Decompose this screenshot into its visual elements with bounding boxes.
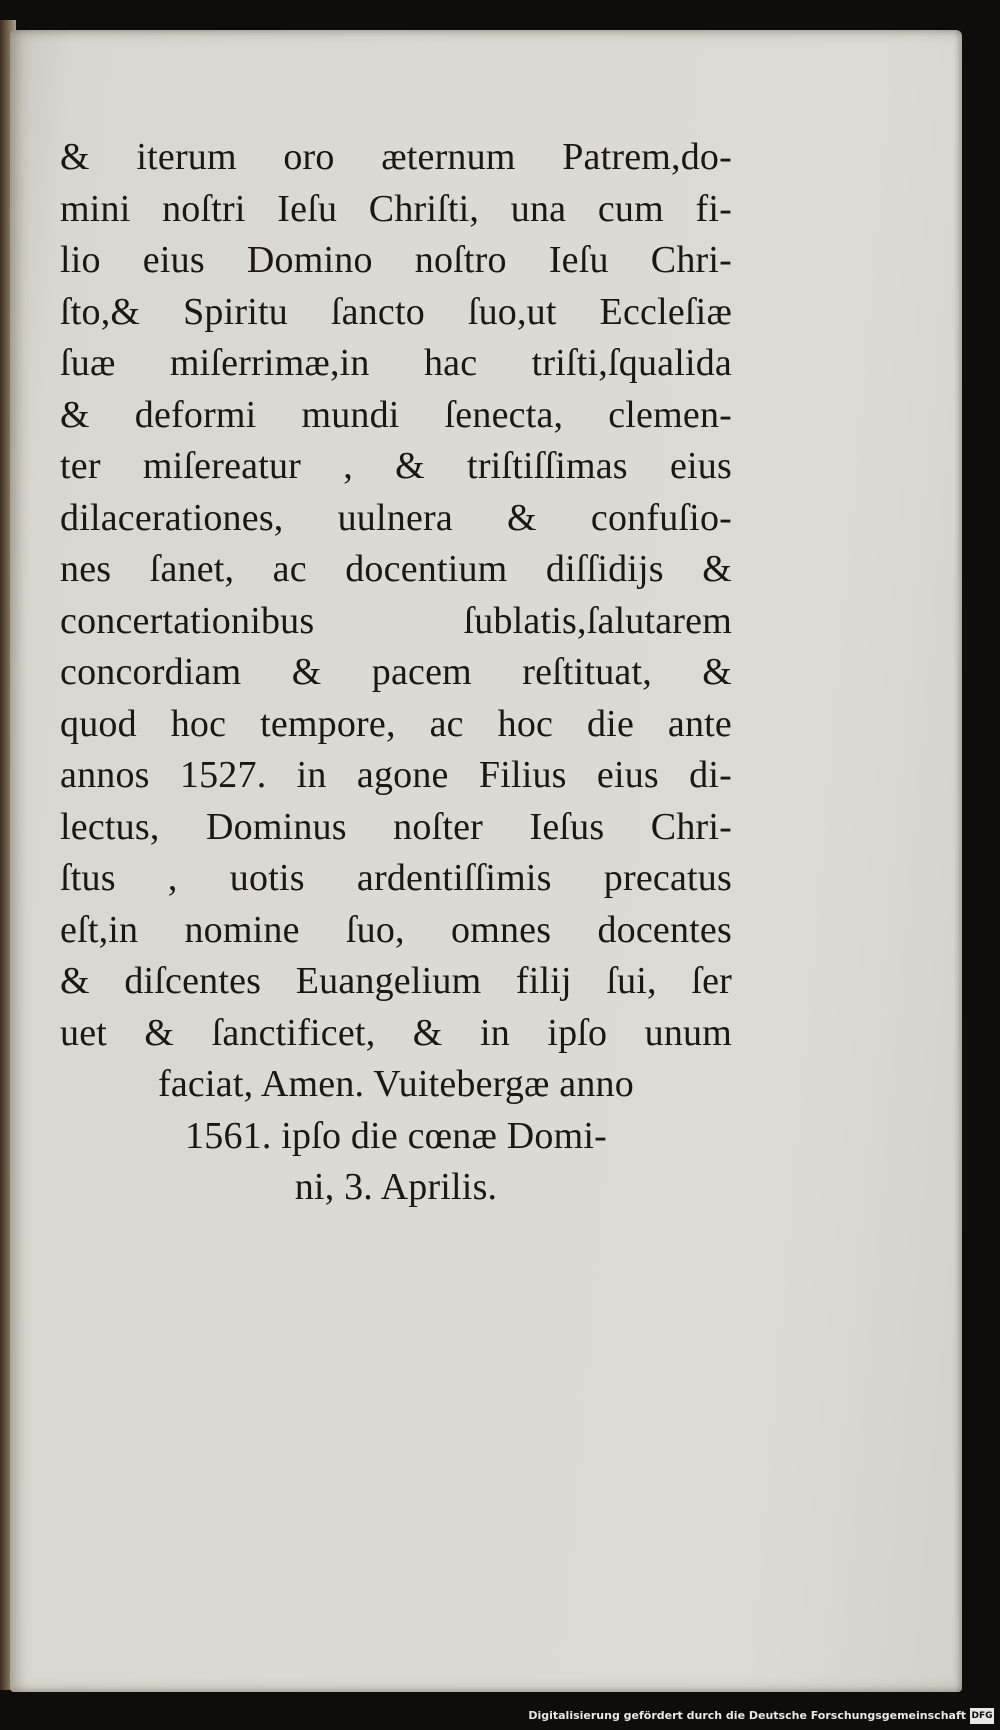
dfg-logo-icon: DFG (970, 1708, 994, 1724)
text-line-5: ſuæ miſerrimæ,in hac triſti,ſqualida (60, 342, 732, 384)
text-line-4: ſto,& Spiritu ſancto ſuo,ut Eccleſiæ (60, 290, 732, 333)
text-line-9: nes ſanet, ac docentium diſſidijs & (60, 548, 732, 590)
text-line-11: concordiam & pacem reſtituat, & (60, 651, 732, 693)
page-text (60, 132, 732, 1214)
text-line-18: uet & ſanctificet, & in ipſo unum (60, 1011, 732, 1054)
text-line-6: & deformi mundi ſenecta, clemen- (60, 393, 732, 436)
closing-line-1: faciat, Amen. Vuitebergæ anno (158, 1063, 634, 1105)
text-line-16: eſt,in nomine ſuo, omnes docentes (60, 908, 732, 951)
text-line-3: lio eius Domino noſtro Ieſu Chri- (60, 239, 732, 281)
text-line-15: ſtus , uotis ardentiſſimis precatus (60, 857, 732, 899)
text-line-13: annos 1527. in agone Filius eius di- (60, 754, 732, 796)
text-line-2: mini noſtri Ieſu Chriſti, una cum fi- (60, 187, 732, 230)
text-line-12: quod hoc tempore, ac hoc die ante (60, 702, 732, 745)
digitization-credit: Digitalisierung gefördert durch die Deutsche Forschungsgemeinschaft (528, 1709, 966, 1722)
book-page (10, 30, 962, 1692)
text-line-1: & iterum oro æternum Patrem,do- (60, 136, 732, 178)
text-line-8: dilacerationes, uulnera & confuſio- (60, 496, 732, 539)
text-line-17: & diſcentes Euangelium filij ſui, ſer (60, 960, 732, 1002)
text-line-7: ter miſereatur , & triſtiſſimas eius (60, 445, 732, 487)
closing-line-3: ni, 3. Aprilis. (294, 1166, 498, 1208)
text-line-10: concertationibus ſublatis,ſalutarem (60, 599, 732, 642)
footer-bar (0, 1692, 1000, 1730)
text-line-14: lectus, Dominus noſter Ieſus Chri- (60, 805, 732, 848)
closing-line-2: 1561. ipſo die cœnæ Domi- (185, 1114, 607, 1157)
